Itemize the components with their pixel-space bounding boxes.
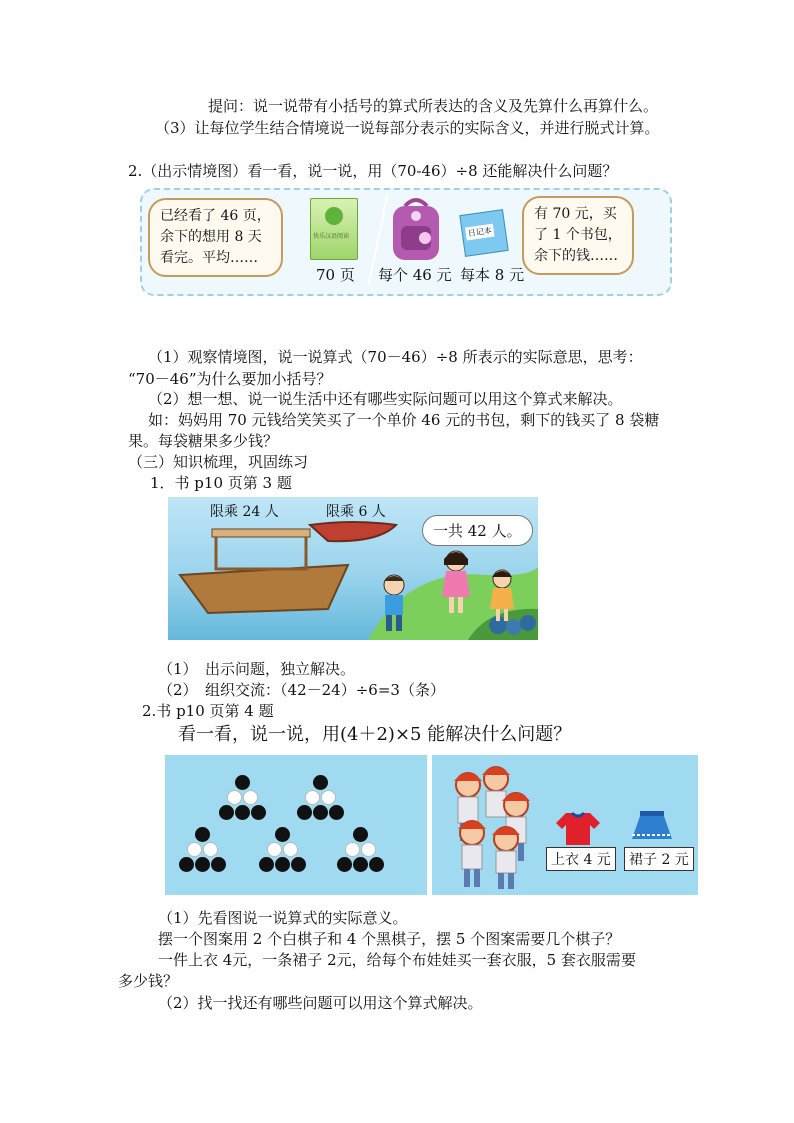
white-chess-piece [227, 790, 242, 805]
black-chess-piece [259, 857, 274, 872]
label-shirt-price: 上衣 4 元 [546, 847, 616, 871]
shirt-icon [556, 811, 600, 845]
black-chess-piece [211, 857, 226, 872]
black-chess-piece [275, 827, 290, 842]
speech-bubble-left [148, 198, 283, 277]
scene-boats [168, 497, 538, 640]
step-2-text: （2）想一想、说一说生活中还有哪些实际问题可以用这个算式来解决。 [148, 390, 623, 408]
bubble-right-line: 了 1 个书包， [534, 227, 622, 243]
white-chess-piece [361, 842, 376, 857]
bubble-left-line: 看完。平均…… [160, 250, 258, 266]
black-chess-piece [235, 805, 250, 820]
backpack-image [387, 196, 445, 264]
example-text: 如：妈妈用 70 元钱给笑笑买了一个单价 46 元的书包，剩下的钱买了 8 袋糖 [148, 411, 660, 429]
step-1-meaning: （1）先看图说一说算式的实际意义。 [158, 909, 408, 927]
notebook-image [459, 209, 508, 257]
black-chess-piece [291, 857, 306, 872]
black-chess-piece [235, 775, 250, 790]
clothes-question-cont: 多少钱？ [118, 972, 179, 990]
step-1-text: （1）观察情境图，说一说算式（70－46）÷8 所表示的实际意思，思考： [148, 348, 643, 366]
bubble-left-line: 已经看了 46 页， [160, 208, 271, 224]
step-1-text-cont: “70－46”为什么要加小括号？ [128, 370, 332, 388]
figure-question: 看一看，说一说，用(4＋2)×5 能解决什么问题？ [178, 724, 572, 745]
exercise-1-heading: 1．书 p10 页第 3 题 [150, 474, 292, 492]
girl-figure [438, 549, 474, 619]
black-chess-piece [313, 805, 328, 820]
book-cover-title: 快乐汉语阅读 [313, 233, 350, 240]
label-small-boat: 限乘 6 人 [326, 504, 386, 520]
chess-question: 摆一个图案用 2 个白棋子和 4 个黑棋子，摆 5 个图案需要几个棋子？ [158, 930, 621, 948]
step-3-text: （3）让每位学生结合情境说一说每部分表示的实际含义，并进行脱式计算。 [155, 119, 660, 137]
clothes-question: 一件上衣 4元，一条裙子 2元，给每个布娃娃买一套衣服，5 套衣服需要 [158, 951, 636, 969]
skirt-icon [630, 809, 674, 841]
exercise-2-heading: 2.书 p10 页第 4 题 [142, 702, 274, 720]
black-chess-piece [313, 775, 328, 790]
white-chess-piece [267, 842, 282, 857]
black-chess-piece [297, 805, 312, 820]
doll-figure [458, 821, 486, 887]
black-chess-piece [337, 857, 352, 872]
white-chess-piece [203, 842, 218, 857]
example-text-cont: 果。每袋糖果多少钱？ [128, 432, 279, 450]
step-2-exchange: （2） 组织交流：（42－24）÷6=3（条） [158, 681, 445, 699]
white-chess-piece [243, 790, 258, 805]
book-image [310, 198, 358, 260]
dolls-group [438, 765, 548, 891]
panel-chess-pieces [165, 755, 427, 895]
caption-book-pages: 70 页 [316, 266, 355, 284]
label-skirt-price: 裙子 2 元 [624, 847, 694, 871]
scene-shopping-reading [140, 188, 672, 296]
notebook-label: 日记本 [465, 224, 495, 241]
question-prompt: 提问：说一说带有小括号的算式所表达的含义及先算什么再算什么。 [208, 97, 659, 115]
white-chess-piece [321, 790, 336, 805]
black-chess-piece [251, 805, 266, 820]
black-chess-piece [219, 805, 234, 820]
bubble-left-line: 余下的想用 8 天 [160, 229, 262, 245]
black-chess-piece [195, 827, 210, 842]
panel-dolls-clothes [432, 755, 698, 895]
white-chess-piece [345, 842, 360, 857]
white-chess-piece [283, 842, 298, 857]
step-2-find: （2）找一找还有哪些问题可以用这个算式解决。 [158, 994, 483, 1012]
item-2-heading: 2.（出示情境图）看一看，说一说，用（70-46）÷8 还能解决什么问题？ [128, 162, 618, 180]
speech-bubble-total: 一共 42 人。 [422, 515, 533, 546]
black-chess-piece [369, 857, 384, 872]
book-cover-picture [325, 207, 343, 225]
white-chess-piece [187, 842, 202, 857]
black-chess-piece [195, 857, 210, 872]
black-chess-piece [275, 857, 290, 872]
bubble-right-line: 有 70 元，买 [534, 206, 617, 222]
step-1-solve: （1） 出示问题，独立解决。 [158, 660, 356, 678]
label-big-boat: 限乘 24 人 [210, 504, 279, 520]
bubble-right-line: 余下的钱…… [534, 248, 618, 264]
section-3-heading: （三）知识梳理，巩固练习 [128, 453, 309, 471]
caption-notebook-price: 每本 8 元 [460, 266, 525, 284]
doll-figure [492, 827, 520, 889]
black-chess-piece [179, 857, 194, 872]
black-chess-piece [329, 805, 344, 820]
speech-bubble-right [522, 196, 634, 275]
black-chess-piece [353, 857, 368, 872]
caption-bag-price: 每个 46 元 [378, 266, 452, 284]
small-girl-figure [486, 567, 518, 623]
black-chess-piece [353, 827, 368, 842]
white-chess-piece [305, 790, 320, 805]
boy-figure [376, 573, 412, 635]
